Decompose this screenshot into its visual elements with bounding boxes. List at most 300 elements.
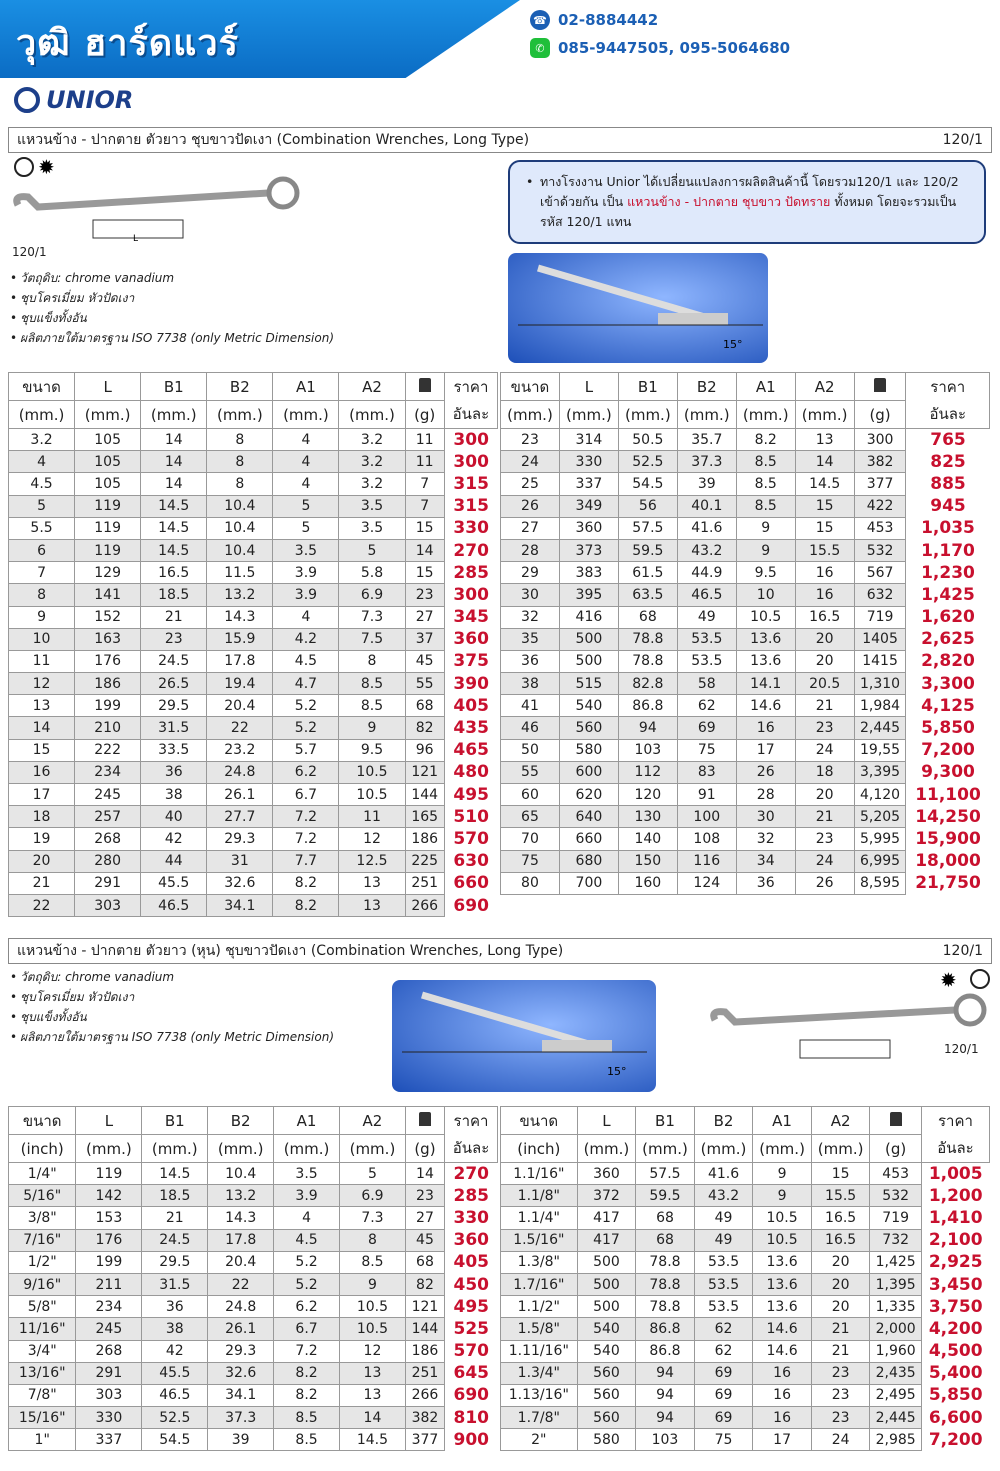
table-cell: 41 — [501, 695, 560, 717]
table-cell: 8 — [339, 650, 405, 672]
table-cell: 9 — [753, 1185, 812, 1207]
table-cell: 10.4 — [207, 539, 273, 561]
table-cell: 18.5 — [141, 584, 207, 606]
table-cell: 222 — [75, 739, 141, 761]
price-cell: 810 — [445, 1407, 498, 1429]
table-cell: 119 — [75, 539, 141, 561]
table-cell: 17.8 — [207, 650, 273, 672]
table-cell: 732 — [870, 1229, 922, 1251]
wrench-illustration — [8, 155, 338, 265]
table-row — [9, 1273, 498, 1295]
table-cell: 372 — [577, 1185, 636, 1207]
table-cell: 13.2 — [207, 584, 273, 606]
table-cell: 14.6 — [753, 1340, 812, 1362]
table-cell: 19,55 — [854, 739, 906, 761]
table-cell: 144 — [405, 784, 444, 806]
price-cell: 3,450 — [921, 1273, 989, 1295]
table-cell: 19 — [9, 828, 75, 850]
table-row — [9, 806, 498, 828]
table-cell: 453 — [870, 1163, 922, 1185]
table-cell: 1.1/4" — [501, 1207, 578, 1229]
table-cell: 26.5 — [141, 673, 207, 695]
table-cell: 30 — [736, 806, 795, 828]
table-cell: 63.5 — [618, 584, 677, 606]
table-row — [9, 894, 498, 916]
table-cell: 24 — [501, 451, 560, 473]
table-cell: 395 — [559, 584, 618, 606]
table-cell: 257 — [75, 806, 141, 828]
table-cell: 75 — [501, 850, 560, 872]
table-cell: 225 — [405, 850, 444, 872]
price-cell: 4,200 — [921, 1318, 989, 1340]
table-cell: 199 — [76, 1251, 142, 1273]
table-cell: 112 — [618, 761, 677, 783]
table-cell: 8.5 — [339, 673, 405, 695]
column-header: (mm.) — [142, 1135, 208, 1163]
table-cell: 75 — [694, 1429, 753, 1451]
table-cell: 26.1 — [208, 1318, 274, 1340]
table-cell: 5.2 — [273, 717, 339, 739]
table-cell: 1.11/16" — [501, 1340, 578, 1362]
table-cell: 29.3 — [207, 828, 273, 850]
table-cell: 540 — [577, 1318, 636, 1340]
table-row — [9, 784, 498, 806]
table-cell: 5.5 — [9, 517, 75, 539]
table-cell: 3.5 — [274, 1163, 340, 1185]
table-cell: 5/8" — [9, 1296, 76, 1318]
table-cell: 69 — [694, 1384, 753, 1406]
column-header: (inch) — [501, 1135, 578, 1163]
column-header: A1 — [736, 373, 795, 401]
table-cell: 7/16" — [9, 1229, 76, 1251]
table-cell: 20.4 — [208, 1251, 274, 1273]
column-header: (mm.) — [559, 401, 618, 429]
table-cell: 640 — [559, 806, 618, 828]
table-cell: 70 — [501, 828, 560, 850]
phone-contact[interactable] — [530, 10, 658, 30]
table-cell: 68 — [405, 1251, 444, 1273]
table-cell: 314 — [559, 429, 618, 451]
price-cell: 1,230 — [906, 562, 990, 584]
table-row — [501, 1185, 990, 1207]
table-cell: 5 — [273, 495, 339, 517]
table-cell: 8.2 — [273, 872, 339, 894]
table-cell: 57.5 — [618, 517, 677, 539]
table-cell: 5 — [340, 1163, 406, 1185]
table-cell: 68 — [636, 1207, 695, 1229]
weight-icon — [870, 1107, 922, 1135]
table-cell: 1.1/2" — [501, 1296, 578, 1318]
feature-item: • ชุบแข็งทั้งอัน — [10, 308, 334, 328]
table-cell: 532 — [870, 1185, 922, 1207]
table-cell: 10.5 — [340, 1318, 406, 1340]
table-cell: 7.7 — [273, 850, 339, 872]
column-header: (mm.) — [753, 1135, 812, 1163]
table-cell: 5.7 — [273, 739, 339, 761]
line-contact[interactable] — [530, 38, 790, 58]
table-cell: 199 — [75, 695, 141, 717]
table-cell: 27 — [405, 1207, 444, 1229]
table-cell: 15 — [795, 495, 854, 517]
table-row — [9, 1296, 498, 1318]
table-cell: 500 — [559, 628, 618, 650]
table-row — [501, 717, 990, 739]
column-header: ขนาด — [9, 373, 75, 401]
table-cell: 660 — [559, 828, 618, 850]
table-cell: 32 — [501, 606, 560, 628]
table-cell: 349 — [559, 495, 618, 517]
table-row — [9, 1362, 498, 1384]
table-cell: 52.5 — [618, 451, 677, 473]
table-cell: 700 — [559, 872, 618, 894]
feature-item: • ชุบแข็งทั้งอัน — [10, 1007, 334, 1027]
table-cell: 62 — [677, 695, 736, 717]
table-cell: 6.7 — [273, 784, 339, 806]
table-cell: 6.7 — [274, 1318, 340, 1340]
table-row — [501, 872, 990, 894]
table-cell: 1,984 — [854, 695, 906, 717]
table-cell: 20 — [795, 650, 854, 672]
table-cell: 251 — [405, 872, 444, 894]
notice-text-highlight: แหวนข้าง - ปากตาย ชุบขาว ปัดทราย — [627, 194, 831, 209]
table-cell: 13.6 — [753, 1273, 812, 1295]
table-cell: 29.5 — [142, 1251, 208, 1273]
price-cell: 3,300 — [906, 673, 990, 695]
table-cell: 13.2 — [208, 1185, 274, 1207]
table-cell: 4 — [273, 473, 339, 495]
table-row — [501, 1251, 990, 1273]
table-cell: 14.5 — [141, 517, 207, 539]
price-cell: 5,850 — [921, 1384, 989, 1406]
column-header: (mm.) — [795, 401, 854, 429]
table-cell: 141 — [75, 584, 141, 606]
svg-text:L: L — [133, 234, 139, 244]
price-cell: 4,125 — [906, 695, 990, 717]
table-cell: 9 — [736, 517, 795, 539]
table-row — [9, 562, 498, 584]
table-cell: 68 — [618, 606, 677, 628]
table-cell: 1.5/16" — [501, 1229, 578, 1251]
column-header: (mm.) — [75, 401, 141, 429]
table-cell: 719 — [854, 606, 906, 628]
column-header: (mm.) — [274, 1135, 340, 1163]
table-cell: 86.8 — [636, 1318, 695, 1340]
table-cell: 36 — [501, 650, 560, 672]
shop-name: วุฒิ ฮาร์ดแวร์ — [16, 23, 239, 64]
table-cell: 130 — [618, 806, 677, 828]
column-header: L — [75, 373, 141, 401]
price-cell: 5,400 — [921, 1362, 989, 1384]
table-cell: 68 — [636, 1229, 695, 1251]
table-cell: 540 — [559, 695, 618, 717]
column-header: (mm.) — [501, 401, 560, 429]
table-cell: 94 — [636, 1407, 695, 1429]
table-cell: 337 — [559, 473, 618, 495]
table-cell: 234 — [75, 761, 141, 783]
table-cell: 152 — [75, 606, 141, 628]
column-header: B1 — [142, 1107, 208, 1135]
table-cell: 13 — [795, 429, 854, 451]
table-cell: 144 — [405, 1318, 444, 1340]
column-header: ราคา — [444, 373, 497, 401]
table-cell: 68 — [405, 695, 444, 717]
table-cell: 10.5 — [340, 1296, 406, 1318]
wrench-illustration-2 — [700, 965, 995, 1090]
table-row — [501, 784, 990, 806]
table-cell: 35 — [501, 628, 560, 650]
price-cell: 825 — [906, 451, 990, 473]
column-header: A1 — [274, 1107, 340, 1135]
column-header: (g) — [854, 401, 906, 429]
price-cell: 9,300 — [906, 761, 990, 783]
column-header: B1 — [636, 1107, 695, 1135]
table-cell: 21 — [142, 1207, 208, 1229]
table-cell: 5,995 — [854, 828, 906, 850]
table-cell: 60 — [501, 784, 560, 806]
change-notice: • ทางโรงงาน Unior ได้เปลี่ยนแปลงการผลิตสินค้านี้ โดยรวม120/1 และ 120/2 เข้าด้วยกัน เป็น แหวนข้าง - ปากตาย ชุบขาว ปัดทราย ทั้งหมด โดยจะรวมเป็นรหัส 120/1 แทน — [508, 160, 986, 244]
table-cell: 2" — [501, 1429, 578, 1451]
table-cell: 8.5 — [736, 473, 795, 495]
table-cell: 82 — [405, 1273, 444, 1295]
table-row — [501, 806, 990, 828]
table-cell: 9 — [753, 1163, 812, 1185]
table-cell: 24.8 — [208, 1296, 274, 1318]
table-cell: 11 — [405, 429, 444, 451]
column-header: B1 — [141, 373, 207, 401]
section1-title: แหวนข้าง - ปากตาย ตัวยาว ชุบขาวปัดเงา (Combination Wrenches, Long Type) — [17, 132, 530, 148]
table-cell: 21 — [811, 1318, 870, 1340]
price-cell: 570 — [444, 828, 497, 850]
table-cell: 46.5 — [677, 584, 736, 606]
column-header: ราคา — [906, 373, 990, 401]
column-header: B2 — [207, 373, 273, 401]
table-cell: 58 — [677, 673, 736, 695]
price-cell: 765 — [906, 429, 990, 451]
table-row — [501, 1229, 990, 1251]
table-cell: 6,995 — [854, 850, 906, 872]
table-cell: 119 — [75, 517, 141, 539]
table-cell: 38 — [141, 784, 207, 806]
table-cell: 61.5 — [618, 562, 677, 584]
table-cell: 36 — [141, 761, 207, 783]
table-cell: 8.2 — [736, 429, 795, 451]
table-cell: 4.7 — [273, 673, 339, 695]
table-cell: 42 — [142, 1340, 208, 1362]
table-cell: 37 — [405, 628, 444, 650]
table-row — [9, 473, 498, 495]
phone-icon: ☎ — [530, 10, 550, 30]
table-cell: 13.6 — [753, 1251, 812, 1273]
table-cell: 16.5 — [141, 562, 207, 584]
table-row — [9, 495, 498, 517]
table-cell: 26 — [736, 761, 795, 783]
table-cell: 49 — [694, 1207, 753, 1229]
table-cell: 360 — [559, 517, 618, 539]
table-cell: 82 — [405, 717, 444, 739]
table-cell: 268 — [76, 1340, 142, 1362]
table-cell: 57.5 — [636, 1163, 695, 1185]
table-cell: 20.5 — [795, 673, 854, 695]
table-cell: 10.5 — [339, 761, 405, 783]
page-header — [0, 0, 1000, 80]
column-header: (mm.) — [340, 1135, 406, 1163]
table-cell: 23.2 — [207, 739, 273, 761]
table-cell: 62 — [694, 1340, 753, 1362]
column-header: A2 — [811, 1107, 870, 1135]
price-cell: 15,900 — [906, 828, 990, 850]
table-cell: 14 — [141, 473, 207, 495]
table-row — [9, 828, 498, 850]
table-cell: 16 — [753, 1362, 812, 1384]
table-cell: 5.2 — [274, 1251, 340, 1273]
section2-features — [10, 967, 334, 1047]
table-cell: 65 — [501, 806, 560, 828]
price-cell: 300 — [444, 451, 497, 473]
table-cell: 21 — [9, 872, 75, 894]
table-cell: 3.2 — [9, 429, 75, 451]
metric-table-right — [500, 372, 990, 895]
table-cell: 26 — [795, 872, 854, 894]
table-cell: 8 — [9, 584, 75, 606]
table-cell: 26.1 — [207, 784, 273, 806]
table-cell: 4 — [273, 606, 339, 628]
table-row — [9, 1340, 498, 1362]
table-cell: 21 — [795, 695, 854, 717]
weight-icon — [854, 373, 906, 401]
table-cell: 4,120 — [854, 784, 906, 806]
price-cell: 660 — [444, 872, 497, 894]
price-cell: 510 — [444, 806, 497, 828]
table-cell: 15 — [811, 1163, 870, 1185]
table-cell: 3.9 — [273, 584, 339, 606]
table-cell: 1,960 — [870, 1340, 922, 1362]
table-cell: 580 — [577, 1429, 636, 1451]
column-header: อันละ — [445, 1135, 498, 1163]
column-header: (mm.) — [76, 1135, 142, 1163]
table-cell: 22 — [208, 1273, 274, 1295]
table-cell: 14 — [141, 451, 207, 473]
table-cell: 23 — [141, 628, 207, 650]
table-cell: 10 — [736, 584, 795, 606]
unior-logo-icon — [14, 87, 40, 113]
table-cell: 53.5 — [677, 650, 736, 672]
table-row — [9, 673, 498, 695]
table-cell: 25 — [501, 473, 560, 495]
table-cell: 13/16" — [9, 1362, 76, 1384]
table-cell: 300 — [854, 429, 906, 451]
table-cell: 19.4 — [207, 673, 273, 695]
table-cell: 42 — [141, 828, 207, 850]
table-cell: 2,495 — [870, 1384, 922, 1406]
column-header: (inch) — [9, 1135, 76, 1163]
table-row — [9, 584, 498, 606]
table-cell: 20 — [811, 1296, 870, 1318]
table-cell: 303 — [76, 1384, 142, 1406]
table-cell: 8,595 — [854, 872, 906, 894]
table-cell: 1.3/4" — [501, 1362, 578, 1384]
dimension-diagram — [800, 1040, 890, 1058]
table-row — [9, 606, 498, 628]
line-numbers: 085-9447505, 095-5064680 — [558, 39, 791, 57]
column-header: A2 — [340, 1107, 406, 1135]
table-cell: 55 — [501, 761, 560, 783]
table-cell: 291 — [76, 1362, 142, 1384]
table-cell: 16.5 — [811, 1207, 870, 1229]
table-cell: 9.5 — [339, 739, 405, 761]
ring-icon — [15, 158, 33, 176]
table-cell: 1.1/16" — [501, 1163, 578, 1185]
price-cell: 405 — [445, 1251, 498, 1273]
table-cell: 680 — [559, 850, 618, 872]
table-cell: 210 — [75, 717, 141, 739]
table-cell: 10.5 — [753, 1229, 812, 1251]
table-cell: 5.2 — [273, 695, 339, 717]
wrench-shape — [17, 193, 268, 207]
table-cell: 40 — [141, 806, 207, 828]
column-header: L — [577, 1107, 636, 1135]
table-cell: 4 — [9, 451, 75, 473]
table-cell: 1405 — [854, 628, 906, 650]
table-cell: 56 — [618, 495, 677, 517]
table-cell: 14.5 — [795, 473, 854, 495]
table-cell: 13 — [9, 695, 75, 717]
table-cell: 234 — [76, 1296, 142, 1318]
table-cell: 5/16" — [9, 1185, 76, 1207]
table-cell: 20 — [811, 1273, 870, 1295]
brand-name: UNIOR — [46, 86, 134, 114]
table-row — [9, 850, 498, 872]
table-row — [501, 650, 990, 672]
price-cell: 6,600 — [921, 1407, 989, 1429]
table-cell: 4.5 — [273, 650, 339, 672]
table-cell: 24.8 — [207, 761, 273, 783]
table-cell: 10.4 — [208, 1163, 274, 1185]
price-cell: 1,425 — [906, 584, 990, 606]
table-cell: 129 — [75, 562, 141, 584]
price-cell: 570 — [445, 1340, 498, 1362]
price-cell: 360 — [445, 1229, 498, 1251]
table-cell: 10.5 — [339, 784, 405, 806]
price-cell: 11,100 — [906, 784, 990, 806]
table-cell: 27 — [501, 517, 560, 539]
table-cell: 53.5 — [694, 1251, 753, 1273]
price-cell: 945 — [906, 495, 990, 517]
table-cell: 16 — [736, 717, 795, 739]
table-cell: 1,395 — [870, 1273, 922, 1295]
table-cell: 45.5 — [141, 872, 207, 894]
price-cell: 1,170 — [906, 539, 990, 561]
section2-image-label: 120/1 — [944, 1042, 979, 1056]
table-cell: 3.2 — [339, 473, 405, 495]
table-cell: 9 — [340, 1273, 406, 1295]
table-cell: 23 — [501, 429, 560, 451]
table-row — [9, 429, 498, 451]
table-cell: 8.5 — [274, 1429, 340, 1451]
table-cell: 560 — [577, 1362, 636, 1384]
table-cell: 8.2 — [273, 894, 339, 916]
price-cell: 630 — [444, 850, 497, 872]
price-cell: 495 — [445, 1296, 498, 1318]
table-cell: 5 — [339, 539, 405, 561]
column-header: (g) — [405, 1135, 444, 1163]
table-cell: 14.6 — [753, 1318, 812, 1340]
table-cell: 2,445 — [870, 1407, 922, 1429]
table-cell: 121 — [405, 1296, 444, 1318]
table-cell: 121 — [405, 761, 444, 783]
table-cell: 163 — [75, 628, 141, 650]
table-row — [501, 1207, 990, 1229]
table-cell: 12 — [339, 828, 405, 850]
